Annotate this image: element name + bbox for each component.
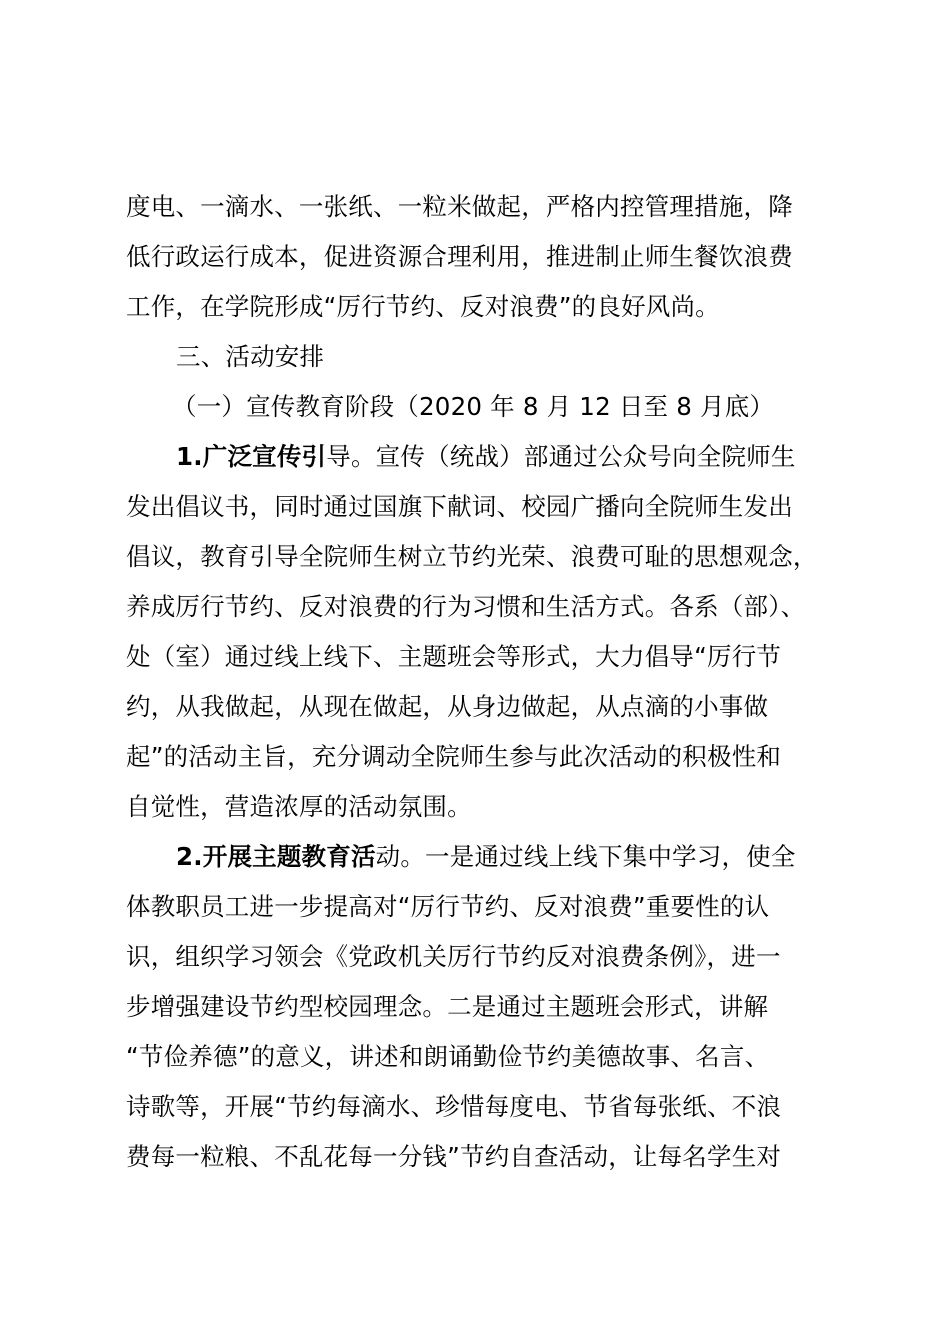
paragraph-line: 约，从我做起，从现在做起，从身边做起，从点滴的小事做 — [126, 692, 769, 721]
paragraph-line: 处（室）通过线上线下、主题班会等形式，大力倡导“厉行节 — [126, 642, 782, 671]
paragraph-line: 发出倡议书，同时通过国旗下献词、校园广播向全院师生发出 — [126, 492, 793, 521]
paragraph-line: 倡议，教育引导全院师生树立节约光荣、浪费可耻的思想观念， — [126, 542, 818, 571]
paragraph-line: 诗歌等，开展“节约每滴水、珍惜每度电、节省每张纸、不浪 — [126, 1092, 782, 1121]
paragraph-line: 步增强建设节约型校园理念。二是通过主题班会形式，讲解 — [126, 992, 769, 1021]
paragraph-line: 度电、一滴水、一张纸、一粒米做起，严格内控管理措施，降 — [126, 192, 793, 221]
paragraph-line: 体教职员工进一步提高对“厉行节约、反对浪费”重要性的认 — [126, 892, 770, 921]
paragraph-line: 起”的活动主旨，充分调动全院师生参与此次活动的积极性和 — [126, 742, 782, 771]
paragraph-line: 费每一粒粮、不乱花每一分钱”节约自查活动，让每名学生对 — [126, 1142, 782, 1171]
item2-first-rest: 动。一是通过线上线下集中学习，使全 — [375, 842, 796, 871]
subsection-title: （一）宣传教育阶段（2020 年 8 月 12 日至 8 月底） — [172, 392, 775, 421]
item2-bold-heading: 2.开展主题教育活 — [176, 842, 376, 871]
paragraph-line: 低行政运行成本，促进资源合理利用，推进制止师生餐饮浪费 — [126, 242, 793, 271]
paragraph-line: 养成厉行节约、反对浪费的行为习惯和生活方式。各系（部）、 — [126, 592, 806, 621]
paragraph-line: 工作，在学院形成“厉行节约、反对浪费”的良好风尚。 — [126, 292, 720, 321]
item1-first-rest: 导。宣传（统战）部通过公众号向全院师生 — [326, 442, 796, 471]
item2-first-line — [176, 832, 896, 882]
item1-first-line — [176, 432, 896, 482]
paragraph-line: “节俭养德”的意义，讲述和朗诵勤俭节约美德故事、名言、 — [126, 1042, 770, 1071]
paragraph-line: 识，组织学习领会《党政机关厉行节约反对浪费条例》，进一 — [126, 942, 781, 971]
paragraph-line: 自觉性，营造浓厚的活动氛围。 — [126, 792, 472, 821]
item1-bold-heading: 1.广泛宣传引 — [176, 442, 327, 471]
section-title: 三、活动安排 — [176, 342, 325, 371]
